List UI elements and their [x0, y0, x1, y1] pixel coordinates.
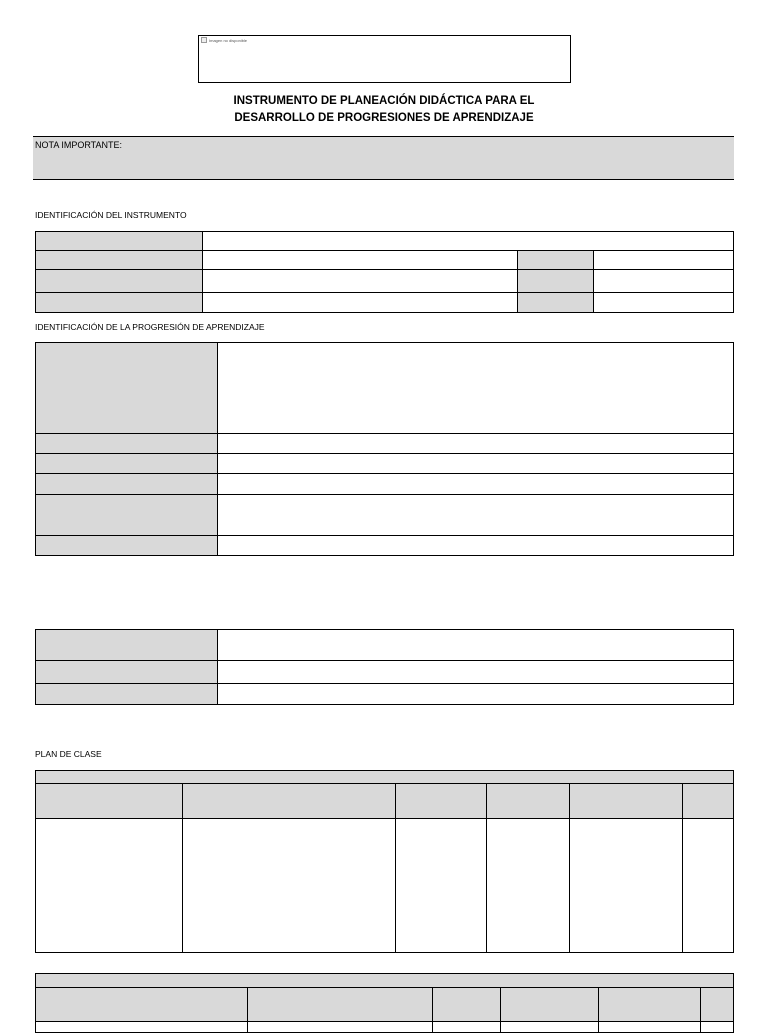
plan-clase-1-cell-6[interactable] — [683, 819, 733, 952]
progresion-field-2[interactable] — [218, 434, 733, 453]
logo-image-frame — [198, 35, 571, 83]
secondary-field-2[interactable] — [218, 661, 733, 683]
secondary-table — [35, 629, 734, 705]
plan-clase-table-1 — [35, 770, 734, 953]
section-identificacion-instrumento: IDENTIFICACIÓN DEL INSTRUMENTO — [35, 210, 187, 220]
section-plan-de-clase: PLAN DE CLASE — [35, 749, 102, 759]
plan-clase-1-cell-2[interactable] — [183, 819, 395, 952]
progresion-table — [35, 342, 734, 556]
progresion-field-5[interactable] — [218, 495, 733, 535]
plan-clase-1-cell-1[interactable] — [36, 819, 182, 952]
progresion-field-3[interactable] — [218, 454, 733, 473]
document-title-line-1: INSTRUMENTO DE PLANEACIÓN DIDÁCTICA PARA EL — [233, 95, 535, 107]
instrumento-table — [35, 231, 734, 313]
plan-clase-1-cell-3[interactable] — [396, 819, 486, 952]
instrumento-field-row3-right[interactable] — [594, 270, 733, 292]
plan-clase-table-2 — [35, 973, 734, 1033]
nota-importante-label: NOTA IMPORTANTE: — [35, 140, 123, 150]
instrumento-field-row2[interactable] — [203, 251, 517, 269]
instrumento-field-row4-right[interactable] — [594, 293, 733, 312]
secondary-field-1[interactable] — [218, 630, 733, 660]
document-title-line-2: DESARROLLO DE PROGRESIONES DE APRENDIZAJE — [234, 112, 534, 124]
progresion-field-4[interactable] — [218, 474, 733, 494]
progresion-field-6[interactable] — [218, 536, 733, 555]
broken-image-icon — [201, 37, 207, 43]
instrumento-field-row2-right[interactable] — [594, 251, 733, 269]
progresion-field-1[interactable] — [218, 343, 733, 433]
instrumento-field-row4[interactable] — [203, 293, 517, 312]
plan-clase-1-cell-4[interactable] — [487, 819, 569, 952]
nota-importante-field[interactable] — [33, 136, 734, 180]
secondary-field-3[interactable] — [218, 684, 733, 704]
broken-image-placeholder — [201, 37, 247, 43]
plan-clase-1-cell-5[interactable] — [570, 819, 682, 952]
logo-alt-text: Imagen no disponible — [209, 37, 248, 43]
instrumento-field-row1[interactable] — [203, 232, 733, 250]
section-identificacion-progresion: IDENTIFICACIÓN DE LA PROGRESIÓN DE APRENDIZAJE — [35, 322, 265, 332]
plan-clase-table-2-border — [35, 973, 734, 1033]
instrumento-field-row3[interactable] — [203, 270, 517, 292]
